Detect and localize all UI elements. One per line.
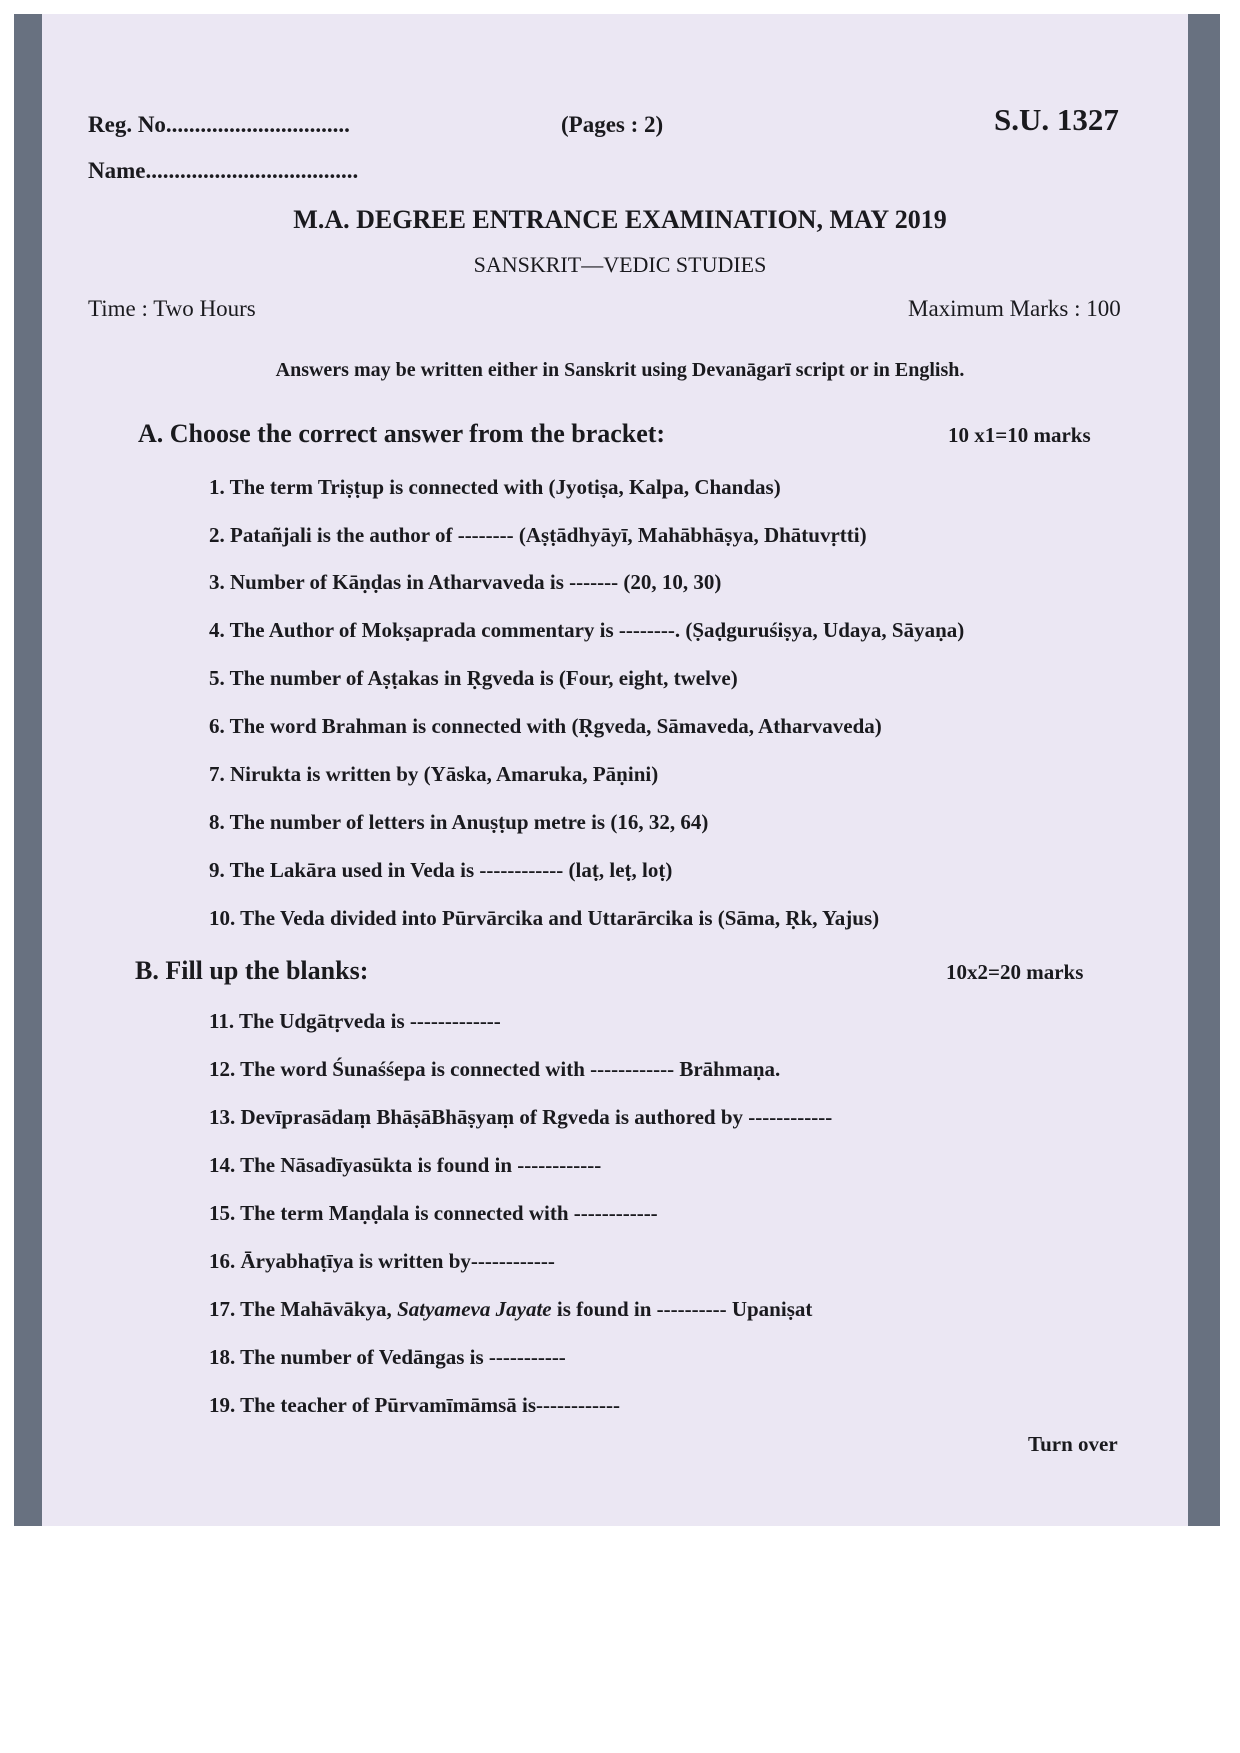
question-17 xyxy=(209,1297,812,1322)
question-7: 7. Nirukta is written by (Yāska, Amaruka, Pāṇini) xyxy=(209,762,659,786)
question-16: 16. Āryabhaṭīya is written by------------ xyxy=(209,1249,555,1273)
question-4: 4. The Author of Mokṣaprada commentary is --------. (Ṣaḍguruśiṣya, Udaya, Sāyaṇa) xyxy=(209,618,965,642)
question-1: 1. The term Triṣṭup is connected with (Jyotiṣa, Kalpa, Chandas) xyxy=(209,475,781,499)
maximum-marks: Maximum Marks : 100 xyxy=(908,296,1121,321)
subject-title: SANSKRIT—VEDIC STUDIES xyxy=(473,252,767,277)
section-b-heading: B. Fill up the blanks: xyxy=(135,956,369,985)
section-b-marks: 10x2=20 marks xyxy=(946,960,1084,984)
question-11: 11. The Udgātṛveda is ------------- xyxy=(209,1009,501,1033)
reg-no-field: Reg. No................................ xyxy=(88,112,350,137)
name-field: Name..................................... xyxy=(88,158,359,183)
question-17-italic: Satyameva Jayate xyxy=(397,1297,552,1321)
exam-title: M.A. DEGREE ENTRANCE EXAMINATION, MAY 2019 xyxy=(293,205,947,234)
question-12: 12. The word Śunaśśepa is connected with ------------ Brāhmaṇa. xyxy=(209,1057,781,1081)
exam-code: S.U. 1327 xyxy=(994,102,1119,137)
question-18: 18. The number of Vedāngas is ----------- xyxy=(209,1345,566,1369)
question-17-suffix: is found in ---------- Upaniṣat xyxy=(551,1297,813,1321)
question-9: 9. The Lakāra used in Veda is ------------ (laṭ, leṭ, loṭ) xyxy=(209,858,673,882)
section-a-heading: A. Choose the correct answer from the bracket: xyxy=(138,419,666,448)
time-allowed: Time : Two Hours xyxy=(88,296,256,321)
question-10: 10. The Veda divided into Pūrvārcika and Uttarārcika is (Sāma, Ṛk, Yajus) xyxy=(209,906,880,930)
question-17-prefix: 17. The Mahāvākya, xyxy=(209,1297,398,1321)
question-6: 6. The word Brahman is connected with (Ṛgveda, Sāmaveda, Atharvaveda) xyxy=(209,714,882,738)
instructions: Answers may be written either in Sanskrit using Devanāgarī script or in English. xyxy=(275,359,965,381)
question-2: 2. Patañjali is the author of -------- (Aṣṭādhyāyī, Mahābhāṣya, Dhātuvṛtti) xyxy=(209,523,867,547)
question-5: 5. The number of Aṣṭakas in Ṛgveda is (Four, eight, twelve) xyxy=(209,666,738,690)
question-19: 19. The teacher of Pūrvamīmāmsā is------------ xyxy=(209,1393,620,1417)
section-a-marks: 10 x1=10 marks xyxy=(948,423,1091,447)
turn-over-note: Turn over xyxy=(1028,1432,1118,1456)
pages-count: (Pages : 2) xyxy=(561,112,664,137)
question-8: 8. The number of letters in Anuṣṭup metre is (16, 32, 64) xyxy=(209,810,709,834)
question-13: 13. Devīprasādaṃ BhāṣāBhāṣyaṃ of Rgveda is authored by ------------ xyxy=(209,1105,833,1129)
question-15: 15. The term Maṇḍala is connected with ------------ xyxy=(209,1201,658,1225)
question-3: 3. Number of Kāṇḍas in Atharvaveda is ------- (20, 10, 30) xyxy=(209,570,722,594)
question-14: 14. The Nāsadīyasūkta is found in ------------ xyxy=(209,1153,602,1177)
